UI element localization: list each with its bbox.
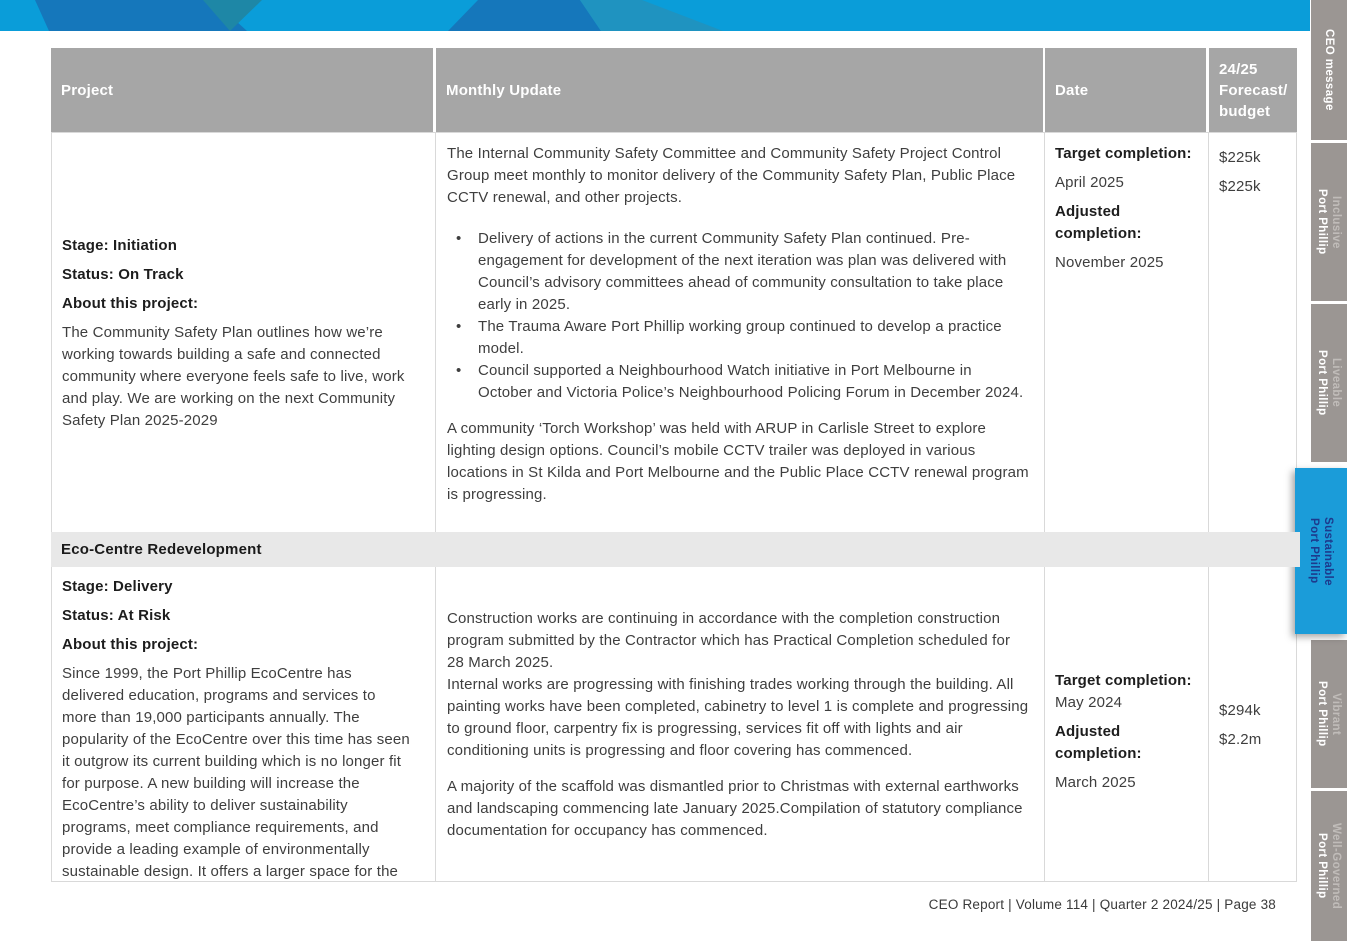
column-header-forecast [1209, 48, 1297, 132]
column-header-project [51, 48, 433, 132]
target-completion-value: April 2025 [1055, 174, 1125, 191]
status-label: Status: At Risk [62, 607, 171, 624]
about-paragraph: Since 1999, the Port Phillip EcoCentre has delivered education, programs and services to more than 19,000 participants annually. The popularity of the EcoCentre over this time has seen it outgrow its current building which is no longer fit for purpose. A new building will increase the EcoCentre’s ability to deliver sustainability programs, meet compliance requirements, and provide a leading example of environmentally sustainable design. It offers a larger space for the [62, 665, 410, 880]
stage-label: Stage: Initiation [62, 236, 178, 254]
date-cell [1044, 133, 1208, 532]
about-heading: About this project: [62, 294, 199, 312]
target-completion-label: Target completion: [1055, 145, 1192, 162]
monthly-update-cell [435, 567, 1044, 881]
forecast-cell [1208, 567, 1298, 881]
forecast-value: $225k [1219, 149, 1261, 166]
update-paragraph: Construction works are continuing in accordance with the completion construction program submitted by the Contractor which has Practical Completion scheduled for 28 March 2025. [447, 610, 1011, 671]
side-tab-region-label: Port Phillip [1316, 681, 1328, 747]
side-tab-liveable-port-phillip[interactable] [1311, 304, 1347, 462]
column-header-monthly-update [436, 48, 1043, 132]
side-tab-ceo-message[interactable] [1311, 0, 1347, 140]
side-tab-category-label: Vibrant [1330, 692, 1342, 736]
update-paragraph: Internal works are progressing with finishing trades working through the building. All painting works have been completed, cabinetry to level 1 is complete and progressing to ground floor, carpentry fix is progressing, services fit off with lights and air conditioning units is progressing and floor covering has commenced. [447, 676, 1029, 759]
page-footer: CEO Report | Volume 114 | Quarter 2 2024/25 | Page 38 [928, 897, 1276, 912]
adjusted-completion-value: November 2025 [1055, 254, 1164, 271]
adjusted-completion-value: March 2025 [1055, 773, 1136, 791]
table-row [51, 132, 1297, 532]
bullet-item: • Delivery of actions in the current Community Safety Plan continued. Pre-engagement for development of the next iteration was plan was delivered with Council’s advisory committees ahead of community consultation to take place early in 2025. [447, 228, 1030, 316]
about-heading: About this project: [62, 636, 199, 653]
side-tab-sustainable-port-phillip[interactable] [1295, 468, 1347, 634]
about-paragraph: The Community Safety Plan outlines how we’re working towards building a safe and connected community where everyone feels safe to live, work and play. We are working on the next Community Safety Plan 2025-2029 [62, 323, 405, 429]
side-tab-vibrant-port-phillip[interactable] [1311, 640, 1347, 788]
side-tab-category-label: Sustainable [1322, 516, 1334, 586]
project-cell [52, 567, 435, 881]
section-band-title: Eco-Centre Redevelopment [61, 541, 262, 558]
update-paragraph: A community ‘Torch Workshop’ was held with ARUP in Carlisle Street to explore lighting design options. Council’s mobile CCTV trailer was deployed in various locations in St Kilda and Port Melbourne and the Public Place CCTV renewal program is progressing. [447, 420, 1029, 503]
banner-shapes-graphic [0, 0, 1310, 31]
status-label: Status: On Track [62, 265, 184, 283]
top-banner-graphic [0, 0, 1310, 31]
stage-label: Stage: Delivery [62, 578, 173, 595]
target-completion-value: May 2024 [1055, 693, 1123, 711]
side-tab-region-label: Port Phillip [1316, 350, 1328, 416]
bullet-item: • Council supported a Neighbourhood Watch initiative in Port Melbourne in October and Victoria Police’s Neighbourhood Policing Forum in December 2024. [447, 360, 1030, 404]
side-tab-category-label: Liveable [1330, 358, 1342, 408]
adjusted-completion-label: Adjusted completion: [1055, 722, 1142, 762]
table-row [51, 567, 1297, 882]
forecast-value: $225k [1219, 178, 1261, 195]
adjusted-completion-label: Adjusted completion: [1055, 203, 1142, 242]
side-tab-inclusive-port-phillip[interactable] [1311, 143, 1347, 301]
section-band [51, 532, 1300, 567]
update-paragraph: A majority of the scaffold was dismantled prior to Christmas with external earthworks and landscaping commencing late January 2025.Compilation of statutory compliance documentation for occupancy has commenced. [447, 778, 1023, 839]
column-header-date [1045, 48, 1206, 132]
project-cell [52, 133, 435, 532]
column-header-forecast-label: 24/25 Forecast/ budget [1219, 60, 1288, 120]
side-tab-well-governed-port-phillip[interactable] [1311, 791, 1347, 941]
bullet-item: • The Trauma Aware Port Phillip working group continued to develop a practice model. [447, 316, 1030, 360]
update-paragraph: The Internal Community Safety Committee and Community Safety Project Control Group meet monthly to monitor delivery of the Community Safety Plan, Public Place CCTV renewal, and other projects. [447, 145, 1016, 206]
side-tab-region-label: Port Phillip [1316, 833, 1328, 899]
column-header-monthly-update-label: Monthly Update [446, 81, 562, 99]
side-tab-label: CEO message [1323, 29, 1335, 111]
update-bullet-list [447, 228, 1030, 404]
side-tab-region-label: Port Phillip [1308, 518, 1320, 584]
target-completion-label: Target completion: [1055, 671, 1192, 689]
side-tab-category-label: Inclusive [1330, 195, 1342, 249]
side-tab-region-label: Port Phillip [1316, 189, 1328, 255]
date-cell [1044, 567, 1208, 881]
column-header-project-label: Project [61, 81, 114, 99]
forecast-value: $2.2m [1219, 731, 1262, 748]
forecast-cell [1208, 133, 1298, 532]
about-text [62, 663, 413, 881]
side-tab-category-label: Well-Governed [1330, 822, 1342, 910]
monthly-update-cell [435, 133, 1044, 532]
about-text [62, 322, 413, 432]
column-header-date-label: Date [1055, 81, 1089, 99]
forecast-value: $294k [1219, 702, 1261, 719]
